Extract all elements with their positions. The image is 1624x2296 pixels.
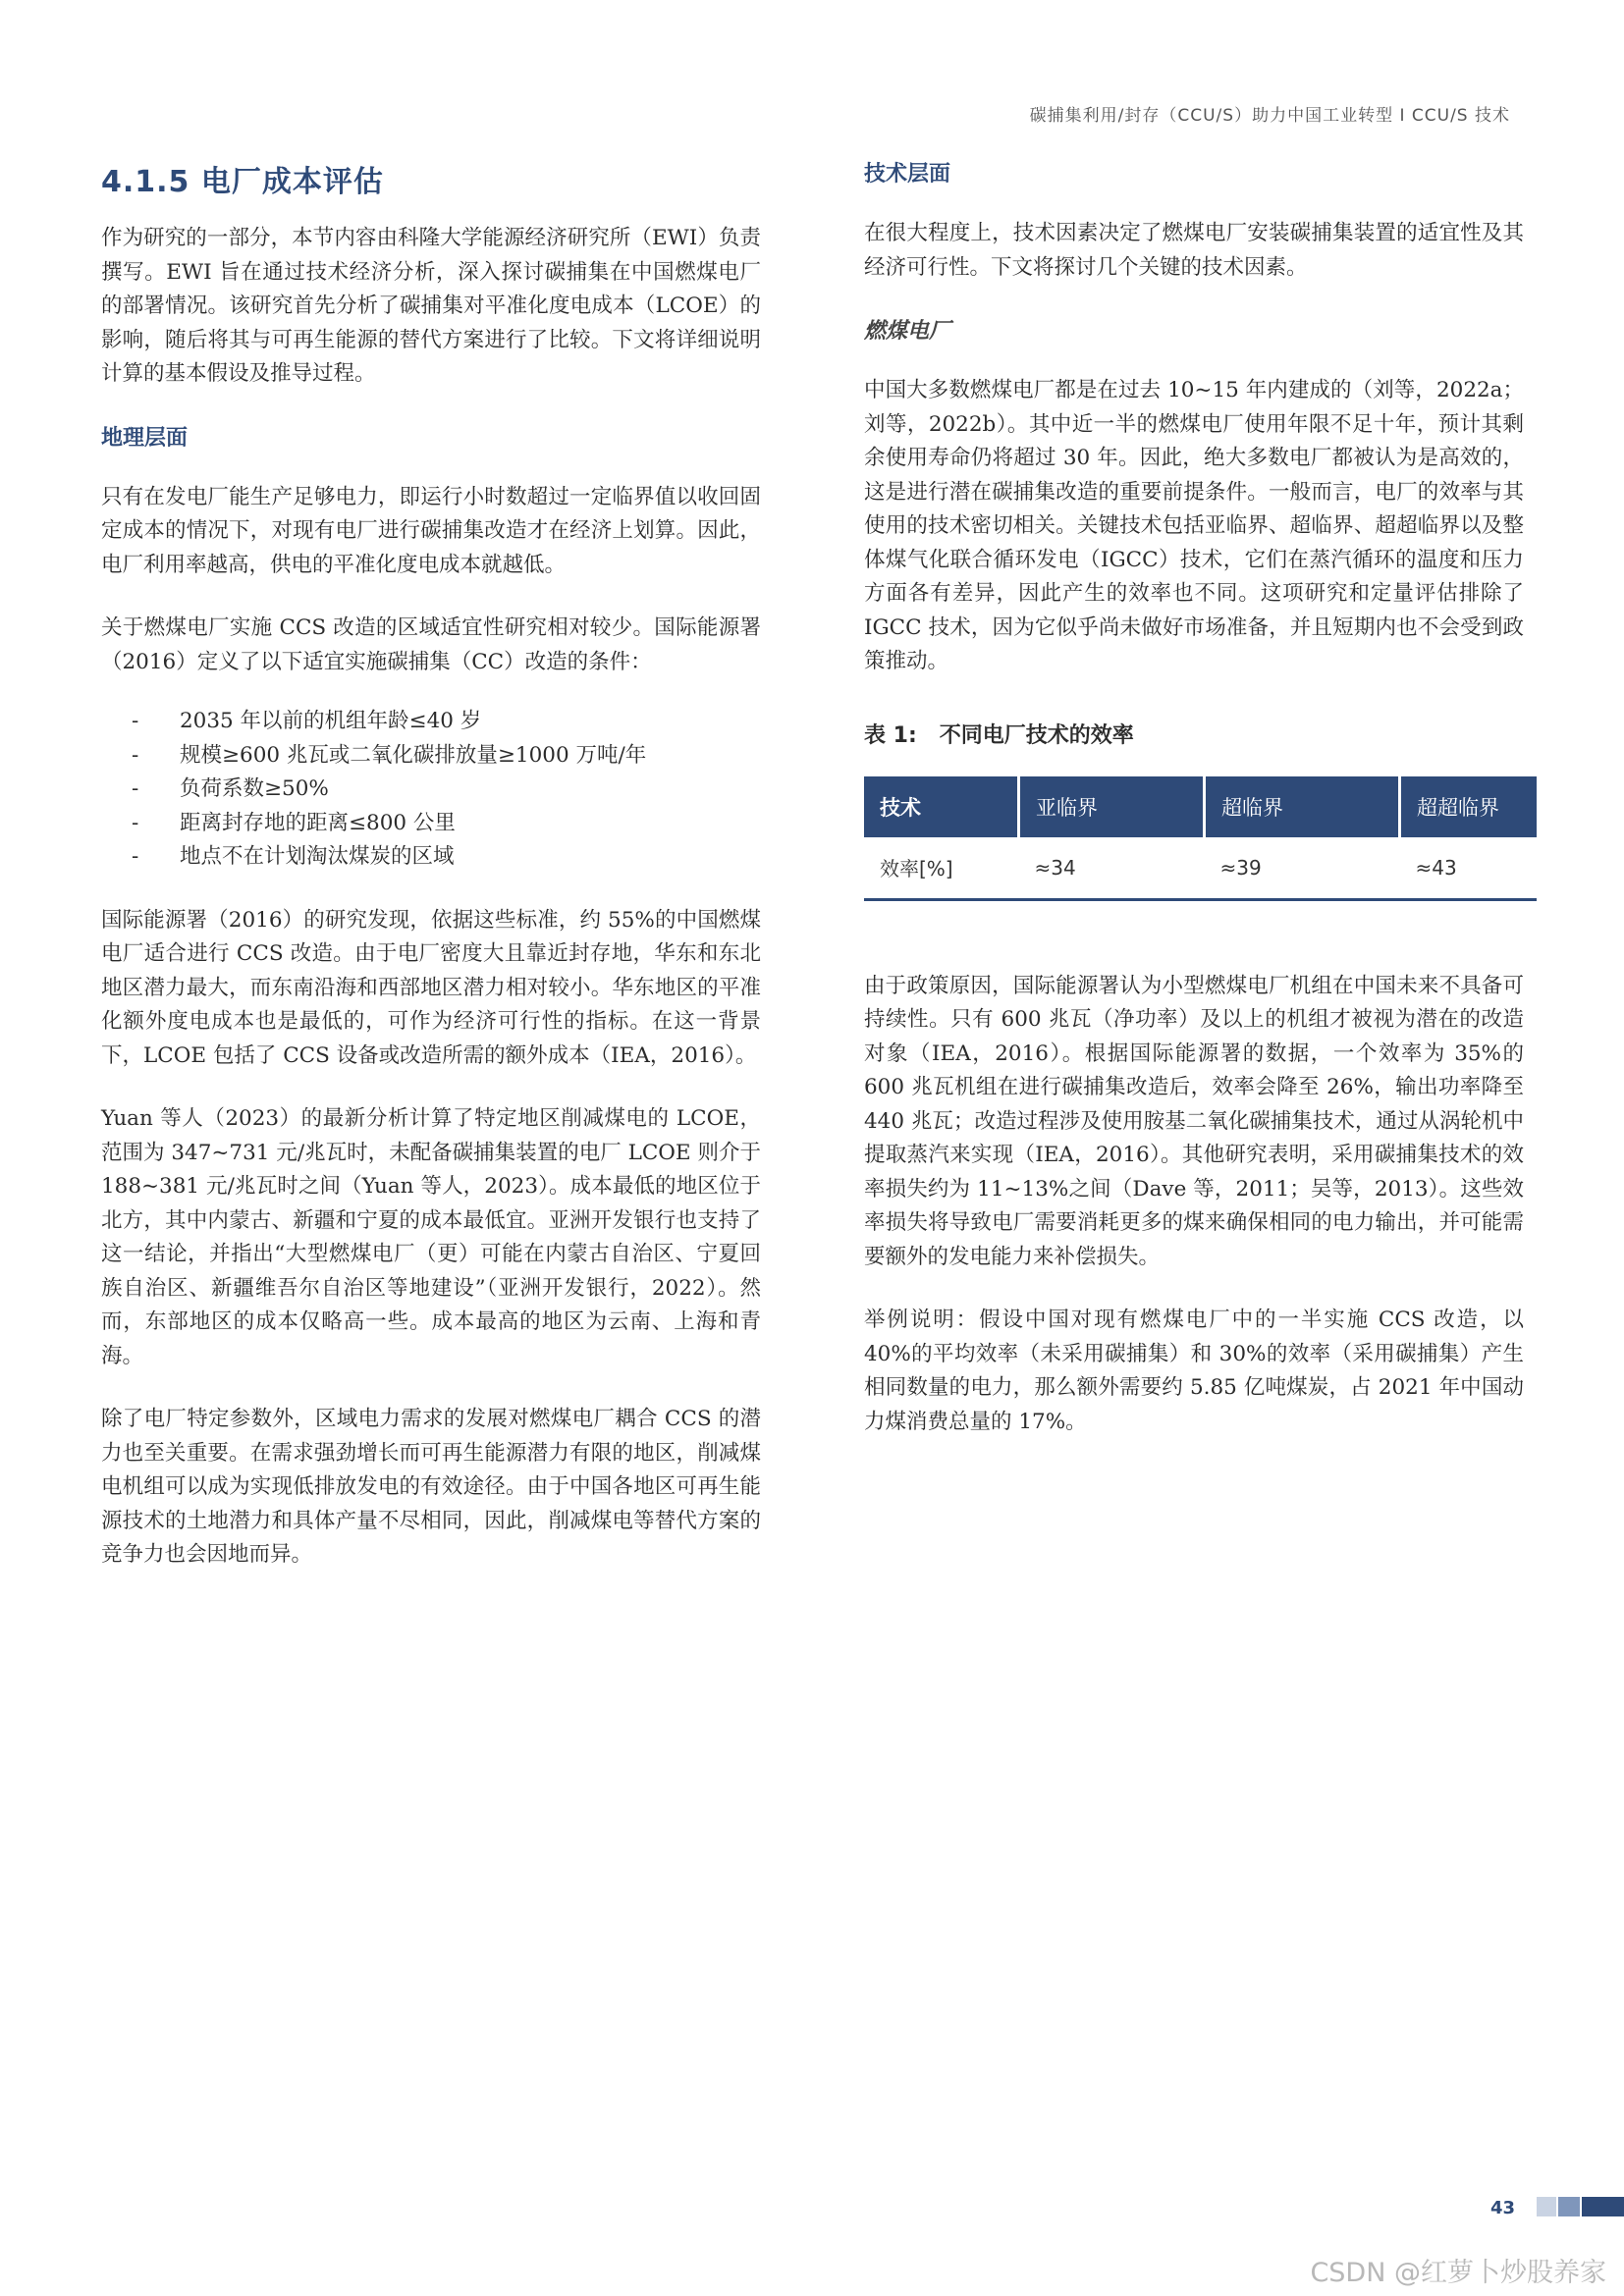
right-column bbox=[864, 157, 1524, 1468]
criteria-item: - 负荷系数≥50% bbox=[101, 773, 761, 807]
example-paragraph: 举例说明：假设中国对现有燃煤电厂中的一半实施 CCS 改造，以 40%的平均效率（未采用碳捕集）和 30%的效率（采用碳捕集）产生相同数量的电力，那么额外需要约 5.85 亿吨煤炭，占 2021 年中国动力煤消费总量的 17%。 bbox=[864, 1308, 1524, 1434]
criteria-item: - 距离封存地的距离≤800 公里 bbox=[101, 807, 761, 841]
geo-heading: 地理层面 bbox=[101, 425, 189, 451]
table-cell: ≈39 bbox=[1205, 837, 1400, 900]
page-bar-decoration bbox=[1582, 2197, 1624, 2216]
criteria-item: - 规模≥600 兆瓦或二氧化碳排放量≥1000 万吨/年 bbox=[101, 739, 761, 774]
tech-heading: 技术层面 bbox=[864, 162, 951, 187]
table-header-cell: 超临界 bbox=[1205, 776, 1400, 837]
geo-paragraph-1: 只有在发电厂能生产足够电力，即运行小时数超过一定临界值以收回固定成本的情况下，对现有电厂进行碳捕集改造才在经济上划算。因此，电厂利用率越高，供电的平准化度电成本就越低。 bbox=[101, 484, 761, 577]
table-header-cell: 技术 bbox=[864, 776, 1019, 837]
table-cell: 效率[%] bbox=[864, 837, 1019, 900]
geo-paragraph-4: Yuan 等人（2023）的最新分析计算了特定地区削减煤电的 LCOE，范围为 347~731 元/兆瓦时，未配备碳捕集装置的电厂 LCOE 则介于 188~381 元/兆瓦时之间（Yuan 等人，2023）。成本最低的地区位于北方，其中内蒙古、新疆和宁夏的成本最低宜。亚洲开发银行也支持了这一结论，并指出“大型燃煤电厂（更）可能在内蒙古自治区、宁夏回族自治区、新疆维吾尔自治区等地建设”（亚洲开发银行，2022）。然而，东部地区的成本仅略高一些。成本最高的地区为云南、上海和青海。 bbox=[101, 1106, 761, 1368]
geo-paragraph-5: 除了电厂特定参数外，区域电力需求的发展对燃煤电厂耦合 CCS 的潜力也至关重要。在需求强劲增长而可再生能源潜力有限的地区，削减煤电机组可以成为实现低排放发电的有效途径。由于中国各地区可再生能源技术的土地潜力和具体产量不尽相同，因此，削减煤电等替代方案的竞争力也会因地而异。 bbox=[101, 1407, 761, 1567]
page-bar-decoration bbox=[1558, 2197, 1580, 2216]
table-caption: 表 1: 不同电厂技术的效率 bbox=[864, 722, 1134, 748]
intro-paragraph: 作为研究的一部分，本节内容由科隆大学能源经济研究所（EWI）负责撰写。EWI 旨在通过技术经济分析，深入探讨碳捕集在中国燃煤电厂的部署情况。该研究首先分析了碳捕集对平准化度电成本（LCOE）的影响，随后将其与可再生能源的替代方案进行了比较。下文将详细说明计算的基本假设及推导过程。 bbox=[101, 226, 761, 386]
geo-paragraph-2: 关于燃煤电厂实施 CCS 改造的区域适宜性研究相对较少。国际能源署（2016）定义了以下适宜实施碳捕集（CC）改造的条件： bbox=[101, 615, 761, 674]
page-number: 43 bbox=[1490, 2198, 1516, 2218]
efficiency-table bbox=[864, 776, 1537, 901]
table-row bbox=[864, 837, 1537, 900]
section-title: 4.1.5 电厂成本评估 bbox=[101, 165, 384, 199]
geo-paragraph-3: 国际能源署（2016）的研究发现，依据这些标准，约 55%的中国燃煤电厂适合进行 CCS 改造。由于电厂密度大且靠近封存地，华东和东北地区潜力最大，而东南沿海和西部地区潜力相对较小。华东地区的平准化额外度电成本也是最低的，可作为经济可行性的指标。在这一背景下，LCOE 包括了 CCS 设备或改造所需的额外成本（IEA，2016）。 bbox=[101, 907, 761, 1068]
criteria-item: - 2035 年以前的机组年龄≤40 岁 bbox=[101, 705, 761, 739]
table-header-cell: 亚临界 bbox=[1019, 776, 1205, 837]
criteria-item: - 地点不在计划淘汰煤炭的区域 bbox=[101, 840, 761, 875]
table-header-cell: 超超临界 bbox=[1400, 776, 1538, 837]
table-header-row bbox=[864, 776, 1537, 837]
criteria-list bbox=[101, 705, 761, 875]
table-cell: ≈43 bbox=[1400, 837, 1538, 900]
running-header: 碳捕集利用/封存（CCU/S）助力中国工业转型 I CCU/S 技术 bbox=[1029, 106, 1510, 126]
tech-paragraph: 在很大程度上，技术因素决定了燃煤电厂安装碳捕集装置的适宜性及其经济可行性。下文将探讨几个关键的技术因素。 bbox=[864, 221, 1524, 280]
coal-heading: 燃煤电厂 bbox=[864, 318, 951, 344]
table-cell: ≈34 bbox=[1019, 837, 1205, 900]
watermark: CSDN @红萝卜炒股养家 bbox=[1310, 2258, 1606, 2288]
page-bar-decoration bbox=[1537, 2197, 1556, 2216]
left-column bbox=[101, 157, 761, 1602]
coal-paragraph: 中国大多数燃煤电厂都是在过去 10~15 年内建成的（刘等，2022a；刘等，2022b）。其中近一半的燃煤电厂使用年限不足十年，预计其剩余使用寿命仍将超过 30 年。因此，绝大多数电厂都被认为是高效的，这是进行潜在碳捕集改造的重要前提条件。一般而言，电厂的效率与其使用的技术密切相关。关键技术包括亚临界、超临界、超超临界以及整体煤气化联合循环发电（IGCC）技术，它们在蒸汽循环的温度和压力方面各有差异，因此产生的效率也不同。这项研究和定量评估排除了 IGCC 技术，因为它似乎尚未做好市场准备，并且短期内也不会受到政策推动。 bbox=[864, 378, 1524, 673]
policy-paragraph: 由于政策原因，国际能源署认为小型燃煤电厂机组在中国未来不具备可持续性。只有 600 兆瓦（净功率）及以上的机组才被视为潜在的改造对象（IEA，2016）。根据国际能源署的数据，一个效率为 35%的 600 兆瓦机组在进行碳捕集改造后，效率会降至 26%，输出功率降至 440 兆瓦；改造过程涉及使用胺基二氧化碳捕集技术，通过从涡轮机中提取蒸汽来实现（IEA，2016）。其他研究表明，采用碳捕集技术的效率损失约为 11~13%之间（Dave 等，2011；吴等，2013）。这些效率损失将导致电厂需要消耗更多的煤来确保相同的电力输出，并可能需要额外的发电能力来补偿损失。 bbox=[864, 973, 1524, 1269]
